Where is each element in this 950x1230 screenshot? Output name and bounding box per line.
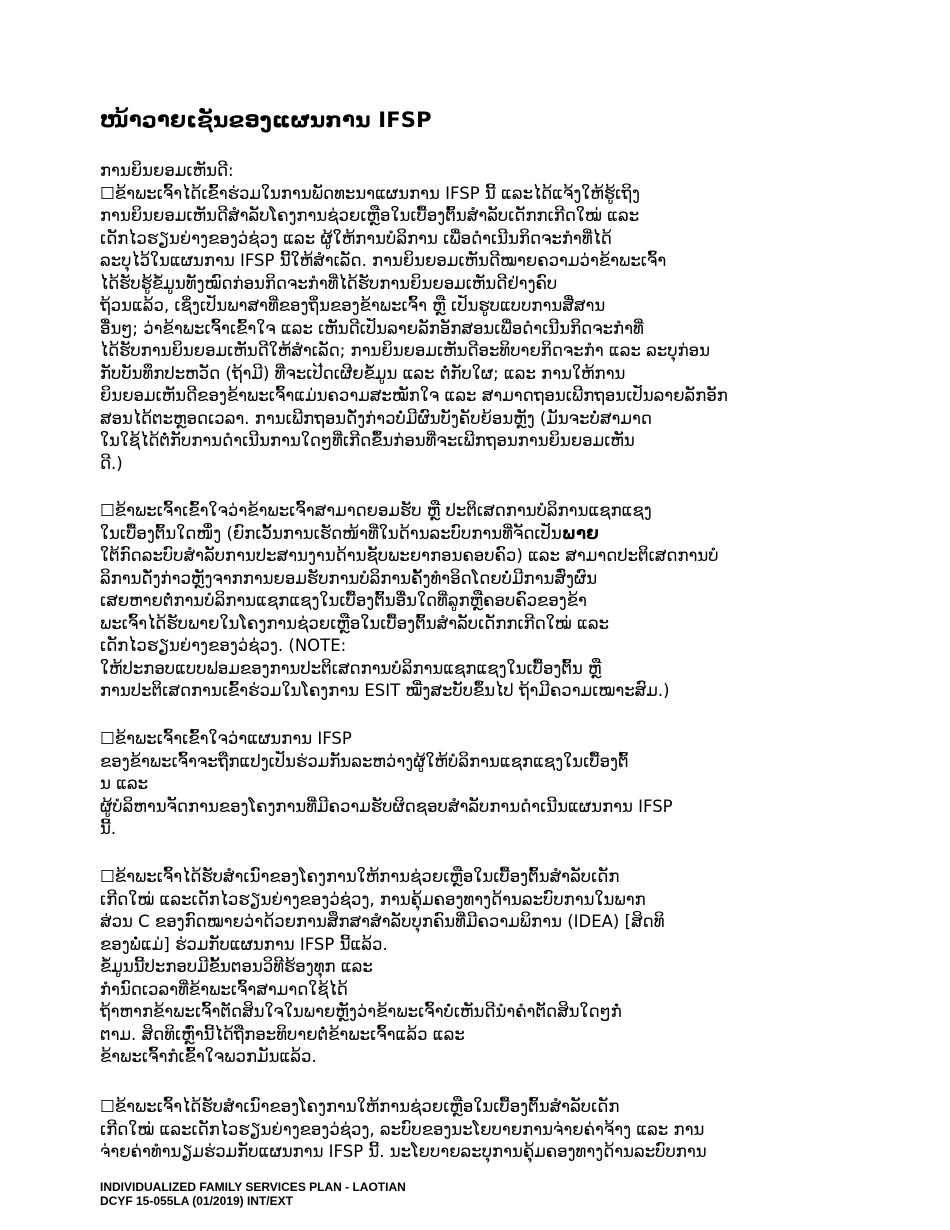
text-line: ກັບບັນທຶກປະຫວັດ (ຖ້າມີ) ທີ່ຈະເປີດເຜີຍຂໍ້ມູນ ແລະ ຕໍ່ກັບໃຜ; ແລະ ການໃຫ້ການ: [100, 363, 626, 383]
text-line: ກຳນົດເວລາທີ່ຂ້າພະເຈົ້າສາມາດໃຊ້ໄດ້: [100, 979, 348, 999]
text-line: ໄດ້ຮັບການຍິນຍອມເຫັນດີໃຫ້ສຳເລັດ; ການຍິນຍອມເຫັນດີອະທິບາຍກິດຈະກຳ ແລະ ລະບຸກ່ອນ: [100, 341, 710, 360]
decline-section: [100, 500, 900, 703]
text-line: ຖ້ວນແລ້ວ, ເຊິ່ງເປັນພາສາທີ່ຂອງຖິ່ນຂອງຂ້າພະເຈົ້າ ຫຼື ເປັນຮູບແບບການສື່ສານ: [100, 296, 606, 315]
text-line: ☐ຂ້າພະເຈົ້າໄດ້ຮັບສຳເນົາຂອງໂຄງການໃຫ້ການຊ່ວຍເຫຼືອໃນເບື້ອງຕົ້ນສຳລັບເດັກ: [100, 867, 620, 886]
text-line: ☐ຂ້າພະເຈົ້າໄດ້ເຂົ້າຮ່ວມໃນການພັດທະນາແຜນການ IFSP ນີ້ ແລະໄດ້ແຈ້ງໃຫ້ຮູ້ເຖິງ: [100, 183, 640, 203]
text-line: ລິການດັ່ງກ່າວຫຼັງຈາກການຍອມຮັບການບໍລິການຄັ້ງທຳອິດໂດຍບໍ່ມີການສົ່ງຜົນ: [100, 568, 598, 588]
consent-heading: ການຍິນຍອມເຫັນດີ:: [100, 161, 234, 180]
emphasized-word: ພາຍ: [561, 523, 599, 543]
page-title: ໜ້າວາຍເຊັນຂອງແຜນການ IFSP: [100, 108, 432, 132]
text-line: ລະບຸໄວ້ໃນແຜນການ IFSP ນີ້ໃຫ້ສຳເລັດ. ການຍິນຍອມເຫັນດີໝາຍຄວາມວ່າຂ້າພະເຈົ້າ: [100, 251, 667, 270]
text-line: ສອນໄດ້ຕະຫຼອດເວລາ. ການເພີກຖອນດັ່ງກ່າວບໍ່ມີຜົນບັງຄັບຍ້ອນຫຼັງ (ມັນຈະບໍ່ສາມາດ: [100, 408, 652, 428]
consent-paragraph: [100, 183, 900, 476]
text-line: ພະເຈົ້າໄດ້ຮັບພາຍໃນໂຄງການຊ່ວຍເຫຼືອໃນເບື້ອງຕົ້ນສຳລັບເດັກກເກີດໃໝ່ ແລະ: [100, 613, 610, 633]
text-line: ເສຍຫາຍຕໍ່ການບໍລິການແຊກແຊງໃນເບື້ອງຕົ້ນອື່ນໃດທີ່ລູກຫຼືຄອບຄົວຂອງຂ້າ: [100, 591, 587, 610]
text-line: ເກີດໃໝ່ ແລະເດັກໄວຮຽນຍ່າງຂອງວ່ຊ່ວງ, ການຄຸ້ມຄອງທາງດ້ານລະບົບການໃນພາກ: [100, 889, 646, 909]
text-line: ໃນເບື້ອງຕົ້ນໃດໜຶ່ງ (ຍົກເວັ້ນການເຮັດໜ້າທີ່ໃນດ້ານລະບົບການທີ່ຈັດເປັນພາຍ: [100, 523, 599, 543]
text-line: ☐ຂ້າພະເຈົ້າໄດ້ຮັບສຳເນົາຂອງໂຄງການໃຫ້ການຊ່ວຍເຫຼືອໃນເບື້ອງຕົ້ນສຳລັບເດັກ: [100, 1097, 620, 1116]
text-line: ເດັກໄວຮຽນຍ່າງຂອງວ່ຊ່ວງ ແລະ ຜູ້ໃຫ້ການບໍລິການ ເພື່ອດຳເນີນກິດຈະກຳທີ່ໄດ້: [100, 228, 612, 248]
text-line: ອື່ນໆ; ວ່າຂ້າພະເຈົ້າເຂົ້າໃຈ ແລະ ເຫັນດີເປັນລາຍລັກອັກສອນເພື່ອດຳເນີນກິດຈະກຳທີ່: [100, 318, 644, 338]
text-line: ເກີດໃໝ່ ແລະເດັກໄວຮຽນຍ່າງຂອງວ່ຊ່ວງ, ລະບົບຂອງນະໂຍບາຍການຈ່າຍຄ່າຈ້າງ ແລະ ການ: [100, 1119, 705, 1139]
text-line: ຂອງພໍ່ແມ່] ຮ່ວມກັບແຜນການ IFSP ນີ້ແລ້ວ.: [100, 934, 388, 954]
text-line: ຂອງຂ້າພະເຈົ້າຈະຖືກແປງເປັນຮ່ວມກັນລະຫວ່າງຜູ້ໃຫ້ບໍລິການແຊກແຊງໃນເບື້ອງຕົ້: [100, 751, 629, 771]
understand-section: [100, 728, 900, 841]
policy-section: [100, 1096, 900, 1164]
footer-form-number: DCYF 15-055LA (01/2019) INT/EXT: [100, 1194, 293, 1208]
text-line: ☐ຂ້າພະເຈົ້າເຂົ້າໃຈວ່າແຜນການ IFSP: [100, 729, 352, 748]
text-line: ໃຫ້ປະກອບແບບຟອມຂອງການປະຕິເສດການບໍລິການແຊກແຊງໃນເບື້ອງຕົ້ນ ຫຼື: [100, 658, 602, 678]
footer-form-title: INDIVIDUALIZED FAMILY SERVICES PLAN - LAOTIAN: [100, 1180, 406, 1194]
consent-section: [100, 160, 900, 475]
text-line: ໄດ້ຮັບຮູ້ຂໍ້ມູນທັງໝົດກ່ອນກິດຈະກຳທີ່ໄດ້ຮັບການຍິນຍອມເຫັນດີຢ່າງຄົບ: [100, 273, 558, 293]
text-line: ຂໍ້ມູນນີ້ປະກອບມີຂັ້ນຕອນວິທີຮ້ອງທຸກ ແລະ: [100, 957, 373, 976]
text-line: ຜູ້ບໍລິຫານຈັດການຂອງໂຄງການທີ່ມີຄວາມຮັບຜິດຊອບສຳລັບການດຳເນີນແຜນການ IFSP: [100, 796, 673, 816]
text-line: ☐ຂ້າພະເຈົ້າເຂົ້າໃຈວ່າຂ້າພະເຈົ້າສາມາດຍອມຮັບ ຫຼື ປະຕິເສດການບໍລິການແຊກແຊງ: [100, 501, 652, 520]
text-line: ຖ້າຫາກຂ້າພະເຈົ້າຕັດສິນໃຈໃນພາຍຫຼັງວ່າຂ້າພະເຈົ້າບໍ່ເຫັນດີນຳຄຳຕັດສິນໃດໆກໍ່: [100, 1002, 622, 1021]
text-line: ນີ້.: [100, 819, 117, 838]
text-line: ຕາມ. ສິດທິເຫຼົ່ານີ້ໄດ້ຖືກອະທິບາຍຕໍ່ຂ້າພະເຈົ້າແລ້ວ ແລະ: [100, 1024, 465, 1044]
text-line: ຂ້າພະເຈົ້າກໍເຂົ້າໃຈພວກມັນແລ້ວ.: [100, 1047, 317, 1066]
text-line: ນ ແລະ: [100, 774, 149, 793]
text-line: ດີ.): [100, 453, 123, 473]
text-line: ຈ່າຍຄ່າທຳນຽມຮ່ວມກັບແຜນການ IFSP ນີ້. ນະໂຍບາຍລະບຸການຄຸ້ມຄອງທາງດ້ານລະບົບການ: [100, 1142, 707, 1161]
rights-notice-section: [100, 866, 900, 1069]
text-line: ການປະຕິເສດການເຂົ້າຮ່ວມໃນໂຄງການ ESIT ໝີ່ງສະບັບຂຶ້ນໄປ ຖ້າມີຄວາມເໝາະສົມ.): [100, 681, 670, 700]
text-line: ເດັກໄວຮຽນຍ່າງຂອງວ່ຊ່ວງ. (NOTE:: [100, 636, 347, 655]
text-line: ໃຕ້ກົດລະບົບສຳລັບການປະສານງານດ້ານຊັບພະຍາກອນຄອບຄົວ) ແລະ ສາມາດປະຕິເສດການບໍ: [100, 546, 719, 565]
text-line: ຍິນຍອມເຫັນດີຂອງຂ້າພະເຈົ້າແມ່ນຄວາມສະໝັກໃຈ ແລະ ສາມາດຖອນເພີກຖອນເປັນລາຍລັກອັກ: [100, 386, 728, 405]
text-line: ການຍິນຍອມເຫັນດີສຳລັບໂຄງການຊ່ວຍເຫຼືອໃນເບື້ອງຕົ້ນສຳລັບເດັກກເກີດໃໝ່ ແລະ: [100, 206, 640, 225]
text-line: ສ່ວນ C ຂອງກົດໝາຍວ່າດ້ວຍການສຶກສາສຳລັບບຸກຄົນທີ່ມີຄວາມພິການ (IDEA) [ສິດທິ: [100, 912, 665, 931]
form-footer: [100, 1180, 406, 1208]
text-line: ໃນໃຊ້ໄດ້ຕໍ່ກັບການດຳເນີນການໃດໆທີ່ເກີດຂຶ້ນກ່ອນທີ່ຈະເພີກຖອນການຍິນຍອມເຫັນ: [100, 431, 635, 450]
